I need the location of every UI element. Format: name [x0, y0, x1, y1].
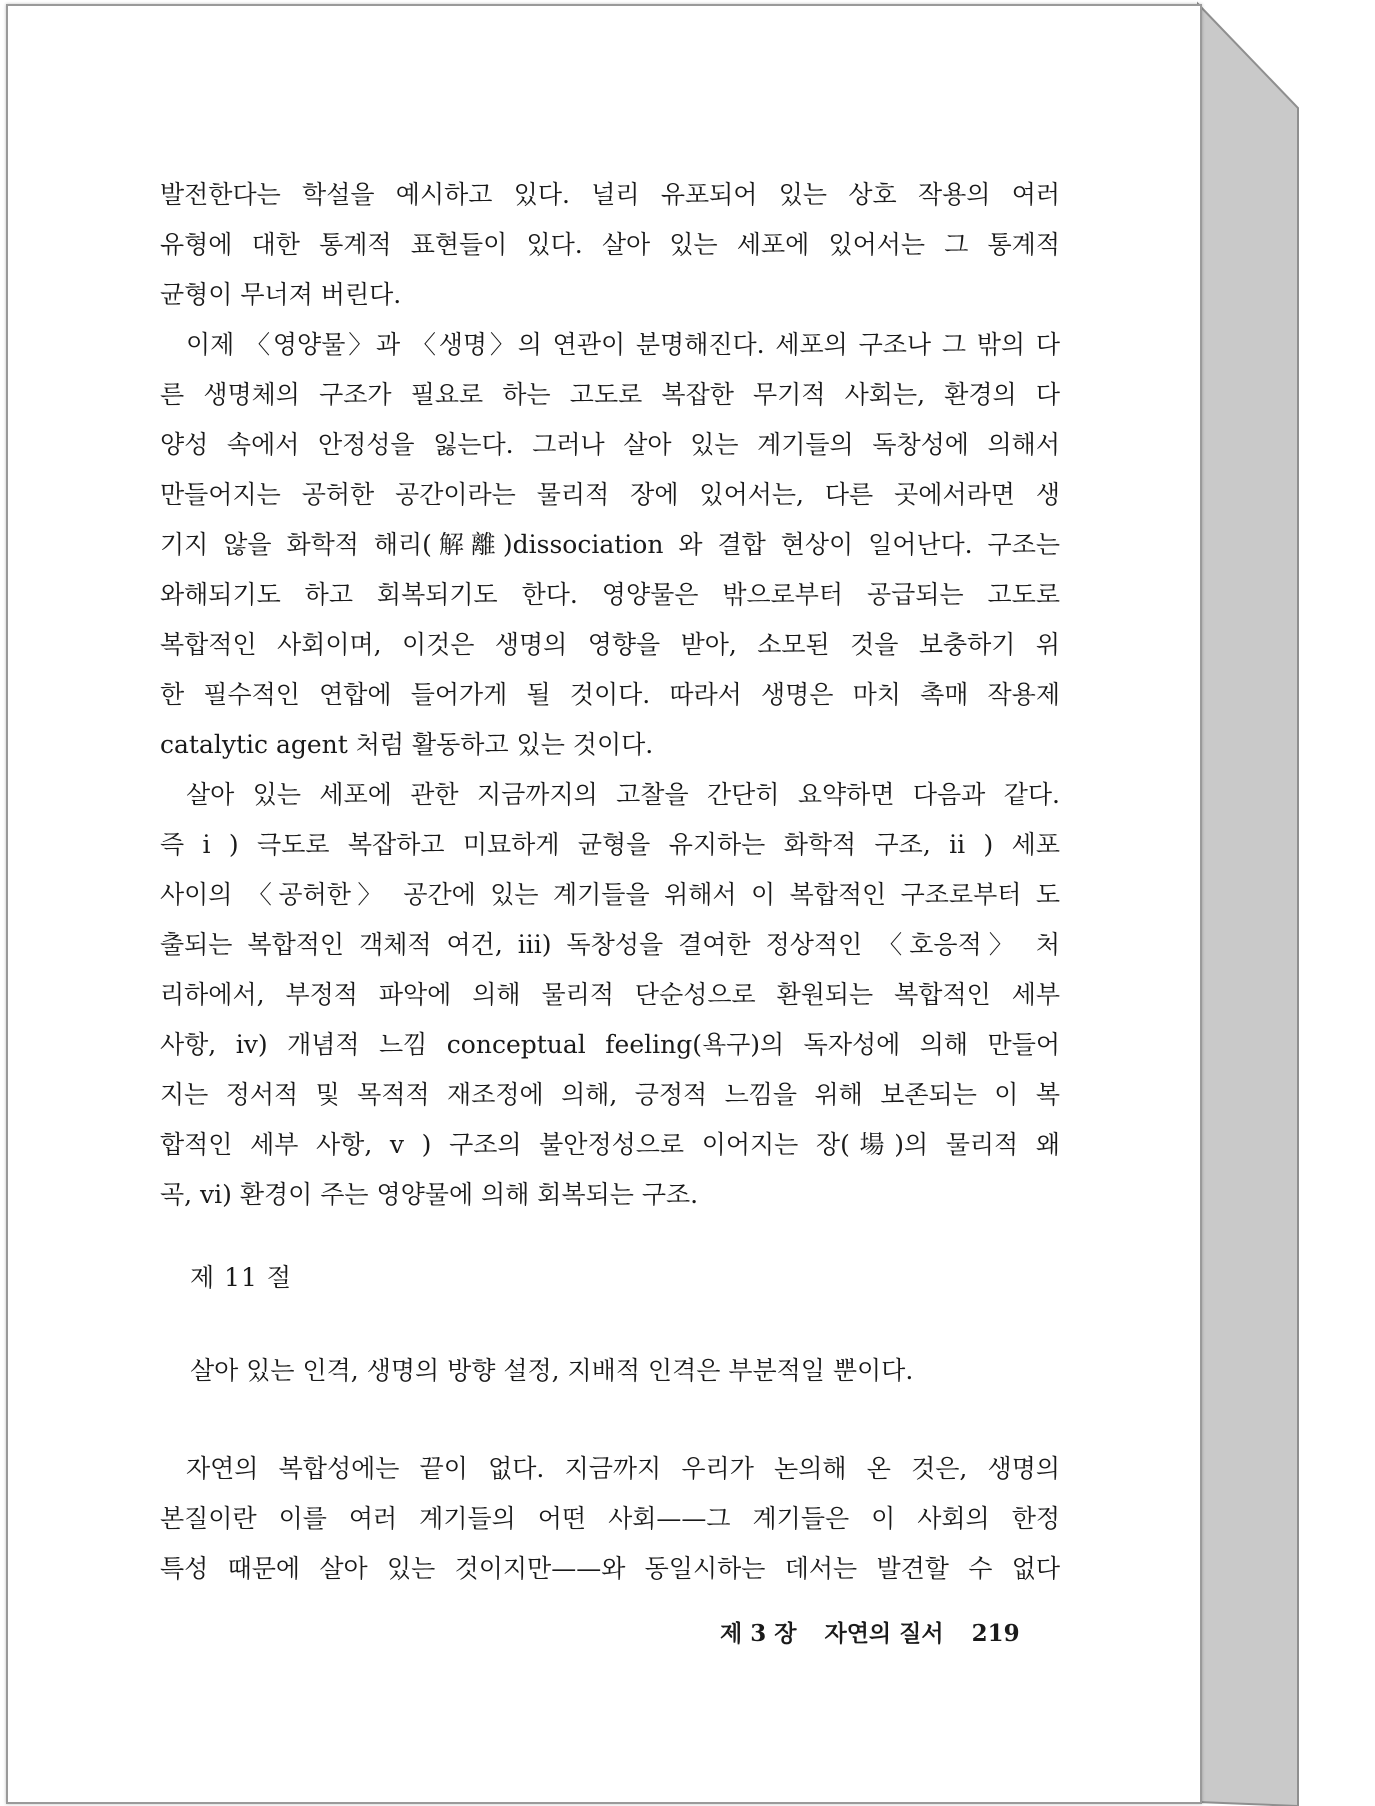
book-side-face — [1198, 4, 1298, 1806]
text-line: 즉 i ) 극도로 복잡하고 미묘하게 균형을 유지하는 화학적 구조, ii ) 세포 — [160, 830, 1060, 859]
text-line: 기지 않을 화학적 해리(解離)dissociation 와 결합 현상이 일어난다. 구조는 — [160, 530, 1060, 559]
footer-chapter-title: 자연의 질서 — [824, 1620, 944, 1647]
text-line: 리하에서, 부정적 파악에 의해 물리적 단순성으로 환원되는 복합적인 세부 — [160, 980, 1060, 1009]
text-line: catalytic agent 처럼 활동하고 있는 것이다. — [160, 730, 654, 759]
text-line: 살아 있는 세포에 관한 지금까지의 고찰을 간단히 요약하면 다음과 같다. — [186, 780, 1060, 809]
text-line: 이제 〈영양물〉과 〈생명〉의 연관이 분명해진다. 세포의 구조나 그 밖의 다 — [186, 330, 1060, 359]
text-line: 본질이란 이를 여러 계기들의 어떤 사회——그 계기들은 이 사회의 한정 — [160, 1504, 1060, 1533]
text-line: 특성 때문에 살아 있는 것이지만——와 동일시하는 데서는 발견할 수 없다 — [160, 1554, 1060, 1583]
text-line: 발전한다는 학설을 예시하고 있다. 널리 유포되어 있는 상호 작용의 여러 — [160, 180, 1060, 209]
page-number: 219 — [971, 1620, 1020, 1647]
body-text-bottom — [160, 1444, 1060, 1594]
text-line: 합적인 세부 사항, v ) 구조의 불안정성으로 이어지는 장(場)의 물리적 왜 — [160, 1130, 1060, 1159]
running-footer — [720, 1615, 1020, 1648]
text-line: 출되는 복합적인 객체적 여건, iii) 독창성을 결여한 정상적인 〈호응적〉 처 — [160, 930, 1060, 959]
text-line: 지는 정서적 및 목적적 재조정에 의해, 긍정적 느낌을 위해 보존되는 이 복 — [160, 1080, 1060, 1109]
text-line: 사항, iv) 개념적 느낌 conceptual feeling(욕구)의 독자성에 의해 만들어 — [160, 1030, 1060, 1059]
text-line: 자연의 복합성에는 끝이 없다. 지금까지 우리가 논의해 온 것은, 생명의 — [186, 1454, 1060, 1483]
text-line: 한 필수적인 연합에 들어가게 될 것이다. 따라서 생명은 마치 촉매 작용제 — [160, 680, 1060, 709]
text-line: 른 생명체의 구조가 필요로 하는 고도로 복잡한 무기적 사회는, 환경의 다 — [160, 380, 1060, 409]
text-line: 사이의 〈공허한〉 공간에 있는 계기들을 위해서 이 복합적인 구조로부터 도 — [160, 880, 1060, 909]
text-line: 복합적인 사회이며, 이것은 생명의 영향을 받아, 소모된 것을 보충하기 위 — [160, 630, 1060, 659]
text-line: 만들어지는 공허한 공간이라는 물리적 장에 있어서는, 다른 곳에서라면 생 — [160, 480, 1060, 509]
text-line: 곡, vi) 환경이 주는 영양물에 의해 회복되는 구조. — [160, 1180, 699, 1209]
footer-chapter: 제 3 장 — [720, 1620, 797, 1647]
section-summary: 살아 있는 인격, 생명의 방향 설정, 지배적 인격은 부분적일 뿐이다. — [190, 1356, 914, 1385]
text-line: 와해되기도 하고 회복되기도 한다. 영양물은 밖으로부터 공급되는 고도로 — [160, 580, 1060, 609]
section-heading: 제 11 절 — [190, 1263, 293, 1292]
text-line: 양성 속에서 안정성을 잃는다. 그러나 살아 있는 계기들의 독창성에 의해서 — [160, 430, 1060, 459]
text-line: 균형이 무너져 버린다. — [160, 280, 402, 309]
text-line: 유형에 대한 통계적 표현들이 있다. 살아 있는 세포에 있어서는 그 통계적 — [160, 230, 1060, 259]
body-text-top — [160, 170, 1060, 1220]
